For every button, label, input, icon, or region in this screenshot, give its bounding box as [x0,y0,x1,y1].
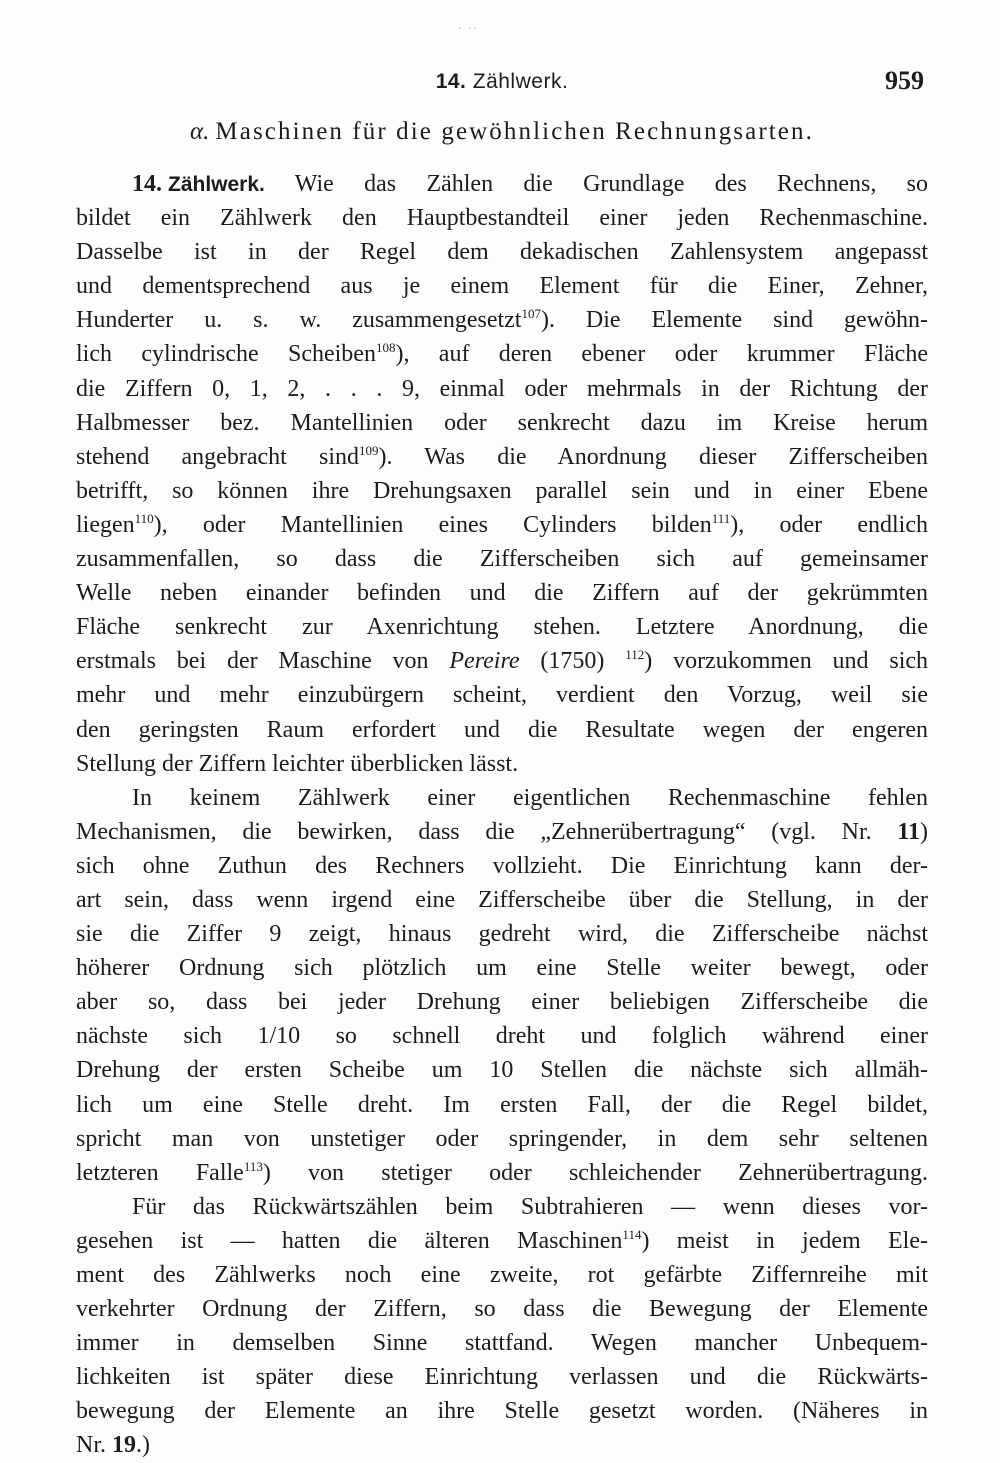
footnote-ref: 113 [243,1158,263,1174]
footnote-ref: 107 [521,306,541,322]
section-heading-text: Maschinen für die gewöhnlichen Rechnungsarten. [215,118,814,145]
scan-speck: · ·· [458,24,479,35]
text-line: bewegung der Elemente an ihre Stelle gesetzt worden. (Näheres in [76,1398,928,1425]
text-line: Stellung der Ziffern leichter überblicken lässt. [76,750,519,777]
page-number: 959 [885,66,924,95]
paragraph-1 [76,167,928,781]
text-fragment: liegen [76,511,135,538]
text-line: art sein, dass wenn irgend eine Zifferscheibe über die Stellung, in der [76,886,928,913]
text-line: die Ziffern 0, 1, 2, . . . 9, einmal oder mehrmals in der Richtung der [76,375,928,402]
section-heading [76,112,928,152]
text-line: mehr und mehr einzubürgern scheint, verdient den Vorzug, weil sie [76,682,928,709]
text-fragment: .) [136,1432,150,1459]
text-fragment: ), oder endlich [730,511,928,538]
text-line: und dementsprechend aus je einem Element für die Einer, Zehner, [76,273,928,300]
text-fragment: ), oder Mantellinien eines Cylinders bilden [153,511,712,538]
text-line: Halbmesser bez. Mantellinien oder senkrecht dazu im Kreise herum [76,409,928,436]
text-line: zusammenfallen, so dass die Zifferscheiben sich auf gemeinsamer [76,546,928,573]
text-line: betrifft, so können ihre Drehungsaxen parallel sein und in einer Ebene [76,477,928,504]
text-line: höherer Ordnung sich plötzlich um eine Stelle weiter bewegt, oder [76,955,928,982]
text-line: Fläche senkrecht zur Axenrichtung stehen. Letztere Anordnung, die [76,614,928,641]
paragraph-number: 14. [132,171,162,197]
text-line: immer in demselben Sinne stattfand. Wegen mancher Unbequem- [76,1330,928,1357]
footnote-ref: 111 [711,510,731,526]
text-fragment: letzteren Falle [76,1159,244,1186]
paragraph-title: Zählwerk. [168,173,265,196]
text-line [76,337,928,371]
text-line: lich um eine Stelle dreht. Im ersten Fall, der die Regel bildet, [76,1091,928,1118]
text-fragment: Mechanismen, die bewirken, dass die „Zehnerübertragung“ (vgl. Nr. [76,818,872,845]
text-line: den geringsten Raum erfordert und die Resultate wegen der engeren [76,716,928,743]
running-section-title: Zählwerk. [472,70,569,93]
text-line: Für das Rückwärtszählen beim Subtrahieren — wenn dieses vor- [132,1193,928,1220]
text-line: aber so, dass bei jeder Drehung einer beliebigen Zifferscheibe die [76,989,928,1016]
text-fragment: (1750) [540,648,605,675]
text-line: nächste sich 1/10 so schnell dreht und folglich während einer [76,1023,928,1050]
text-line: In keinem Zählwerk einer eigentlichen Rechenmaschine fehlen [132,784,928,811]
paragraph-3 [76,1190,928,1463]
footnote-ref: 109 [359,442,379,458]
text-line: Welle neben einander befinden und die Ziffern auf der gekrümmten [76,580,928,607]
text-fragment: Nr. [76,1432,106,1459]
text-line [76,644,928,678]
text-line: verkehrter Ordnung der Ziffern, so dass die Bewegung der Elemente [76,1296,928,1323]
cross-reference-number: 19 [112,1432,136,1459]
running-head [76,66,928,102]
person-name-italic: Pereire [449,648,520,675]
text-fragment: stehend angebracht sind [76,443,360,470]
text-line: bildet ein Zählwerk den Hauptbestandteil einer jeden Rechenmaschine. [76,205,928,232]
text-fragment: ). Die Elemente sind gewöhn- [540,307,929,334]
text-line: Dasselbe ist in der Regel dem dekadischen Zahlensystem angepasst [76,239,928,266]
text-line-content: Wie das Zählen die Grundlage des Rechnens, so [294,171,928,197]
text-line: lichkeiten ist später diese Einrichtung verlassen und die Rückwärts- [76,1364,928,1391]
text-fragment: ) meist in jedem Ele- [641,1227,928,1254]
text-fragment: Hunderter u. s. w. zusammengesetzt [76,307,522,334]
cross-reference-number: 11 [897,818,921,845]
text-fragment: gesehen ist — hatten die älteren Maschinen [76,1227,623,1254]
text-line [76,440,928,474]
running-section-number: 14. [435,70,467,93]
text-line: ment des Zählwerks noch eine zweite, rot gefärbte Ziffernreihe mit [76,1262,928,1288]
footnote-ref: 114 [622,1226,642,1242]
text-line [76,167,928,201]
text-line [76,1224,928,1258]
text-fragment: erstmals bei der Maschine von [76,648,429,675]
text-fragment: lich cylindrische Scheiben [76,341,376,368]
text-line: Drehung der ersten Scheibe um 10 Stellen die nächste sich allmäh- [76,1057,928,1084]
running-title [76,70,928,94]
text-line [76,815,928,849]
text-fragment: ) [920,818,929,845]
text-fragment: ), auf deren ebener oder krummer Fläche [395,341,928,368]
text-line: sie die Ziffer 9 zeigt, hinaus gedreht wird, die Zifferscheibe nächst [76,921,928,948]
footnote-ref: 108 [375,340,396,356]
text-fragment: ) von stetiger oder schleichender Zehnerübertragung. [262,1159,929,1186]
body-text [76,167,928,1463]
text-line [76,303,928,337]
footnote-ref: 110 [134,510,154,526]
text-line [76,1156,928,1190]
text-line [76,1428,928,1462]
text-line [76,508,928,542]
footnote-ref: 112 [625,647,645,663]
text-fragment: ) vorzukommen und sich [644,648,929,675]
text-line: spricht man von unstetiger oder springender, in dem sehr seltenen [76,1125,928,1152]
text-line: sich ohne Zuthun des Rechners vollzieht. Die Einrichtung kann der- [76,852,928,879]
paragraph-2 [76,781,928,1190]
text-fragment: ). Was die Anordnung dieser Zifferscheiben [378,443,928,470]
section-heading-greek-letter: α. [190,118,210,145]
